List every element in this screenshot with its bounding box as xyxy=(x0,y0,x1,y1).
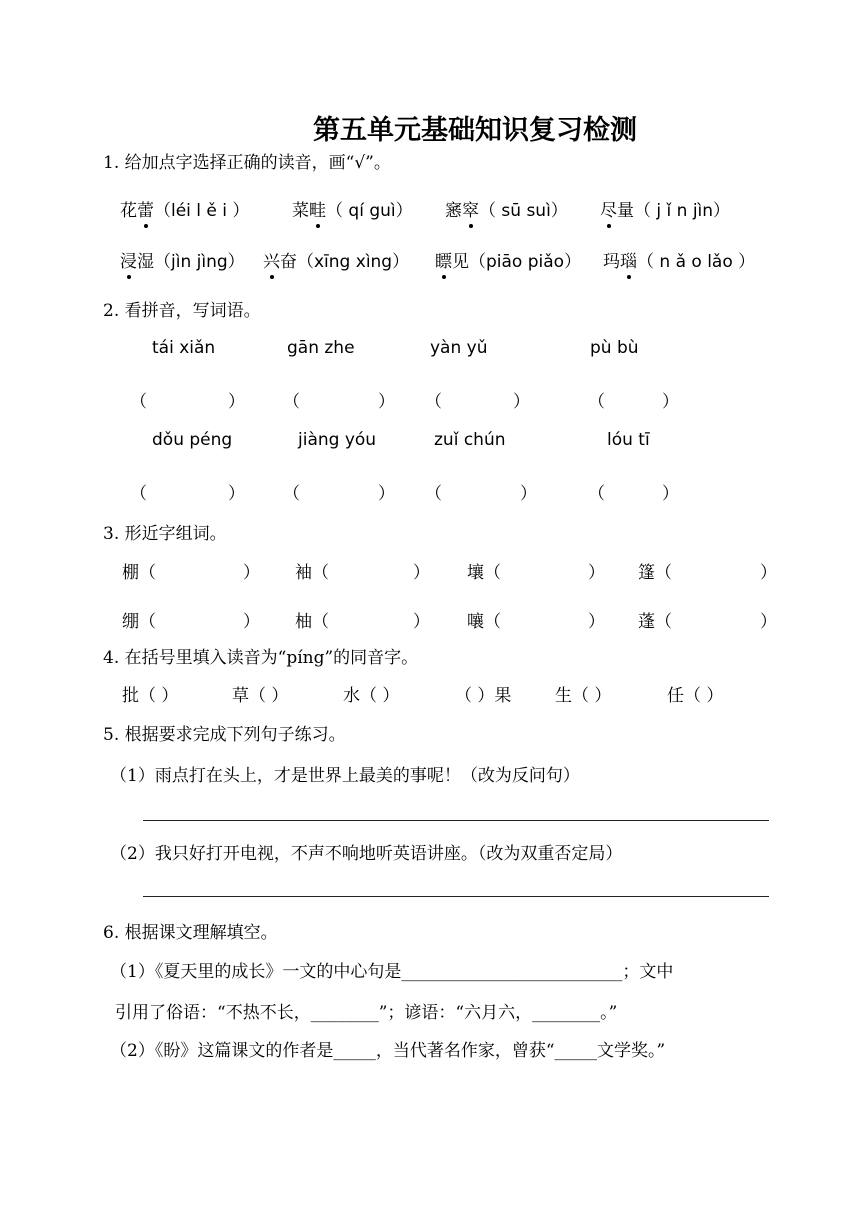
character-prompt: 袖（ xyxy=(295,563,329,583)
answer-bracket-close: ） xyxy=(228,484,245,504)
pinyin-prompt: yàn yǔ xyxy=(430,338,488,358)
answer-bracket-open: （ xyxy=(283,392,300,412)
reading-item xyxy=(292,196,413,221)
word-suffix: 量 xyxy=(617,201,634,221)
pinyin-options[interactable]: （xīng xìng） xyxy=(297,252,410,272)
answer-bracket-close: ） xyxy=(520,484,537,504)
bracket-close: ） xyxy=(243,612,260,632)
dotted-character: 畦 xyxy=(309,201,326,221)
question-4-heading: 4. 在括号里填入读音为“píng”的同音字。 xyxy=(103,648,419,668)
question-6-line-2: 引用了俗语：“不热不长，________”；谚语：“六月六，________。” xyxy=(115,1003,618,1023)
character-prompt: 柚（ xyxy=(295,612,329,632)
question-1-heading: 1. 给加点字选择正确的读音，画“√”。 xyxy=(103,153,391,173)
bracket-close: ） xyxy=(588,612,605,632)
answer-bracket-close: ） xyxy=(662,392,679,412)
pinyin-prompt: tái xiǎn xyxy=(152,338,216,358)
bracket-close: ） xyxy=(413,612,430,632)
dotted-character: 兴 xyxy=(263,252,280,272)
dotted-character: 瑙 xyxy=(620,252,637,272)
answer-line-2[interactable] xyxy=(143,896,769,897)
answer-blank[interactable] xyxy=(606,479,660,499)
question-6-heading: 6. 根据课文理解填空。 xyxy=(103,923,278,943)
question-2-heading: 2. 看拼音，写词语。 xyxy=(103,301,261,321)
character-prompt: 嚷（ xyxy=(467,612,501,632)
bracket-close: ） xyxy=(588,563,605,583)
dotted-character: 蕾 xyxy=(137,201,154,221)
answer-line-1[interactable] xyxy=(143,820,769,821)
answer-blank[interactable] xyxy=(443,479,518,499)
answer-bracket-close: ） xyxy=(378,392,395,412)
pinyin-options[interactable]: （ qí guì） xyxy=(326,201,413,221)
answer-bracket-open: （ xyxy=(130,484,147,504)
pinyin-prompt: gān zhe xyxy=(287,338,355,358)
question-5-heading: 5. 根据要求完成下列句子练习。 xyxy=(103,725,346,745)
reading-item xyxy=(445,196,568,221)
answer-bracket-open: （ xyxy=(588,392,605,412)
word-suffix: 奋 xyxy=(280,252,297,272)
pinyin-options[interactable]: （piāo piǎo） xyxy=(469,252,582,272)
dotted-character: 尽 xyxy=(600,201,617,221)
word-suffix: 湿 xyxy=(137,252,154,272)
answer-blank[interactable] xyxy=(301,479,376,499)
answer-blank[interactable] xyxy=(678,558,758,578)
reading-item xyxy=(120,196,249,221)
answer-blank[interactable] xyxy=(162,558,241,578)
question-5-sentence-1: （1）雨点打在头上，才是世界上最美的事呢！（改为反问句） xyxy=(110,766,580,786)
dotted-character: 浸 xyxy=(120,252,137,272)
answer-bracket-open: （ xyxy=(283,484,300,504)
fill-item[interactable]: 任（ ） xyxy=(667,686,724,706)
reading-item xyxy=(263,247,409,272)
fill-item[interactable]: 草（ ） xyxy=(232,686,289,706)
answer-bracket-close: ） xyxy=(513,392,530,412)
answer-bracket-close: ） xyxy=(378,484,395,504)
fill-item[interactable]: 生（ ） xyxy=(555,686,612,706)
pinyin-prompt: pù bù xyxy=(590,338,639,358)
word-prefix: 菜 xyxy=(292,201,309,221)
answer-blank[interactable] xyxy=(335,607,411,627)
dotted-character: 瞟 xyxy=(435,252,452,272)
pinyin-prompt: dǒu péng xyxy=(152,430,233,450)
answer-blank[interactable] xyxy=(148,387,226,407)
answer-bracket-close: ） xyxy=(228,392,245,412)
question-3-heading: 3. 形近字组词。 xyxy=(103,524,227,544)
pinyin-options[interactable]: （ j ǐ n jìn） xyxy=(634,201,731,221)
word-prefix: 花 xyxy=(120,201,137,221)
pinyin-options[interactable]: （ sū suì） xyxy=(479,201,568,221)
answer-blank[interactable] xyxy=(507,558,586,578)
fill-item[interactable]: 水（ ） xyxy=(343,686,400,706)
bracket-close: ） xyxy=(413,563,430,583)
answer-bracket-open: （ xyxy=(130,392,147,412)
fill-item[interactable]: （ ）果 xyxy=(455,686,512,706)
reading-item xyxy=(603,247,755,272)
character-prompt: 棚（ xyxy=(122,563,156,583)
character-prompt: 篷（ xyxy=(638,563,672,583)
answer-bracket-open: （ xyxy=(588,484,605,504)
fill-item[interactable]: 批（ ） xyxy=(122,686,179,706)
dotted-character: 窣 xyxy=(462,201,479,221)
word-suffix: 见 xyxy=(452,252,469,272)
pinyin-prompt: zuǐ chún xyxy=(434,430,506,450)
pinyin-prompt: jiàng yóu xyxy=(298,430,377,450)
pinyin-options[interactable]: （jìn jìng） xyxy=(154,252,245,272)
character-prompt: 绷（ xyxy=(122,612,156,632)
character-prompt: 蓬（ xyxy=(638,612,672,632)
bracket-close: ） xyxy=(760,563,777,583)
bracket-close: ） xyxy=(243,563,260,583)
answer-blank[interactable] xyxy=(148,479,226,499)
answer-blank[interactable] xyxy=(162,607,241,627)
pinyin-options[interactable]: （léi l ě i ） xyxy=(154,201,250,221)
question-6-line-3: （2）《盼》这篇课文的作者是_____，当代著名作家，曾获“_____文学奖。” xyxy=(110,1041,666,1061)
answer-blank[interactable] xyxy=(678,607,758,627)
answer-blank[interactable] xyxy=(443,387,511,407)
character-prompt: 壤（ xyxy=(467,563,501,583)
reading-item xyxy=(435,247,581,272)
question-6-line-1: （1）《夏天里的成长》一文的中心句是__________________________；文中 xyxy=(110,962,674,982)
answer-blank[interactable] xyxy=(301,387,376,407)
pinyin-options[interactable]: （ n ǎ o lǎo ） xyxy=(637,252,756,272)
answer-bracket-open: （ xyxy=(425,484,442,504)
word-prefix: 窸 xyxy=(445,201,462,221)
pinyin-prompt: lóu tī xyxy=(607,430,650,450)
reading-item xyxy=(120,247,245,272)
answer-blank[interactable] xyxy=(507,607,586,627)
reading-item xyxy=(600,196,730,221)
answer-blank[interactable] xyxy=(335,558,411,578)
question-5-sentence-2: （2）我只好打开电视，不声不响地听英语讲座。（改为双重否定局） xyxy=(110,844,623,864)
answer-blank[interactable] xyxy=(606,387,660,407)
answer-bracket-open: （ xyxy=(425,392,442,412)
word-prefix: 玛 xyxy=(603,252,620,272)
page-title: 第五单元基础知识复习检测 xyxy=(313,115,637,146)
answer-bracket-close: ） xyxy=(662,484,679,504)
bracket-close: ） xyxy=(760,612,777,632)
